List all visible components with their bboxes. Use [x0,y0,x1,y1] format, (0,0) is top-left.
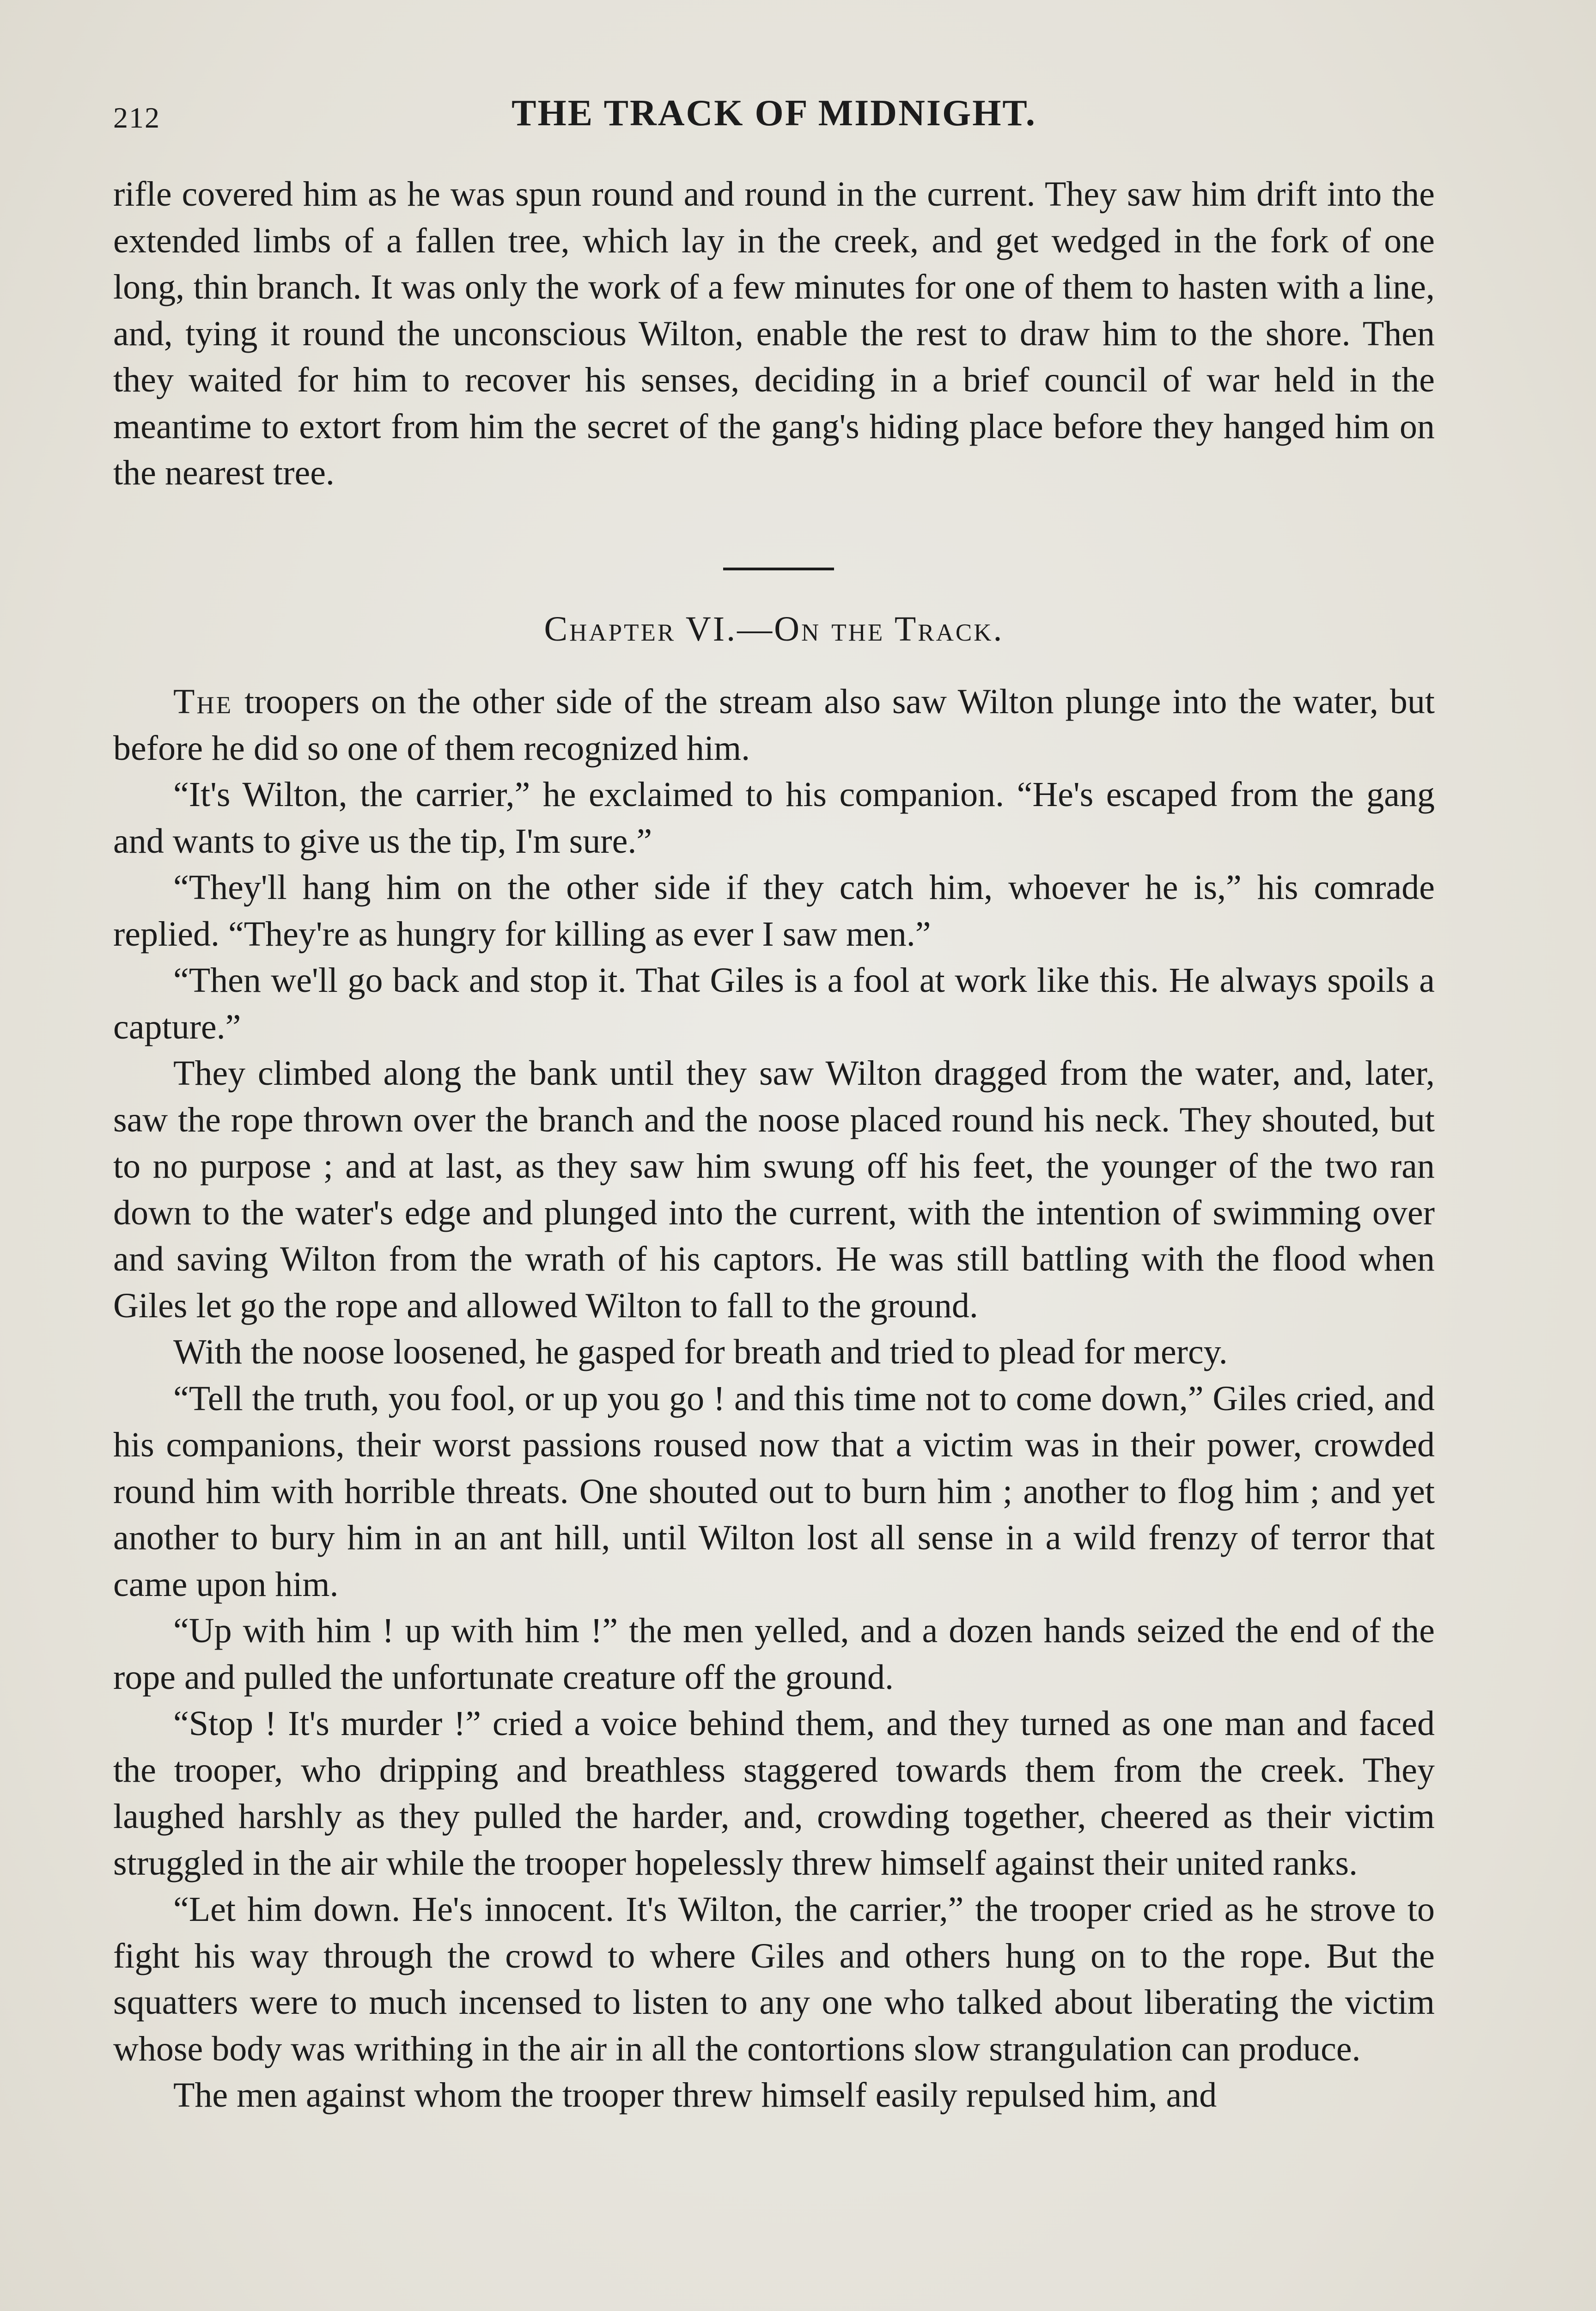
paragraph: “Let him down. He's innocent. It's Wilton, the carrier,” the trooper cried as he strove to fight his way through the crowd to where Giles and others hung on to the rope. But the squatters were to much incensed to listen to any one who talked about liberating the victim whose body was writhing in the air in all the contortions slow strangulation can produce. [113,1890,1435,2068]
paragraph: “They'll hang him on the other side if they catch him, whoever he is,” his comrade replied. “They're as hungry for killing as ever I saw men.” [113,868,1435,954]
page-header [113,92,1435,143]
paragraph: “Up with him ! up with him !” the men yelled, and a dozen hands seized the end of the rope and pulled the unfortunate creature off the ground. [113,1611,1435,1697]
paragraph: “Then we'll go back and stop it. That Giles is a fool at work like this. He always spoils a capture.” [113,961,1435,1046]
paragraph [113,679,1435,771]
paragraph-text: troopers on the other side of the stream also saw Wilton plunge into the water, but before he did so one of them recognized him. [113,682,1435,768]
paragraph: “It's Wilton, the carrier,” he exclaimed to his companion. “He's escaped from the gang and wants to give us the tip, I'm sure.” [113,775,1435,861]
page-number: 212 [113,101,160,134]
lead-word: The [173,682,233,721]
running-title: THE TRACK OF MIDNIGHT. [512,93,1036,134]
paragraph: With the noose loosened, he gasped for breath and tried to plead for mercy. [173,1333,1228,1371]
paragraph: rifle covered him as he was spun round and round in the current. They saw him drift into the extended limbs of a fallen tree, which lay in the creek, and get wedged in the fork of one long, thin branch. It was only the work of a few minutes for one of them to hasten with a line, and, tying it round the unconscious Wilton, enable the rest to draw him to the shore. Then they waited for him to recover his senses, deciding in a brief council of war held in the meantime to extort from him the secret of the gang's hiding place before they hanged him on the nearest tree. [113,175,1435,492]
paragraph: “Tell the truth, you fool, or up you go ! and this time not to come down,” Giles cried, and his companions, their worst passions roused now that a victim was in their power, crowded round him with horrible threats. One shouted out to burn him ; another to flog him ; and yet another to bury him in an ant hill, until Wilton lost all sense in a wild frenzy of terror that came upon him. [113,1379,1435,1604]
previous-chapter-text [113,171,1435,496]
paragraph: The men against whom the trooper threw himself easily repulsed him, and [173,2076,1217,2115]
section-divider [723,568,834,570]
chapter-text [113,679,1435,2119]
paragraph: “Stop ! It's murder !” cried a voice behind them, and they turned as one man and faced the trooper, who dripping and breathless staggered towards them from the creek. They laughed harshly as they pulled the harder, and, crowding together, cheered as their victim struggled in the air while the trooper hopelessly threw himself against their united ranks. [113,1704,1435,1883]
chapter-heading: Chapter VI.—On the Track. [544,610,1004,648]
paragraph: They climbed along the bank until they saw Wilton dragged from the water, and, later, saw the rope thrown over the branch and the noose placed round his neck. They shouted, but to no purpose ; and at last, as they saw him swung off his feet, the younger of the two ran down to the water's edge and plunged into the current, with the intention of swimming over and saving Wilton from the wrath of his captors. He was still battling with the flood when Giles let go the rope and allowed Wilton to fall to the ground. [113,1054,1435,1325]
